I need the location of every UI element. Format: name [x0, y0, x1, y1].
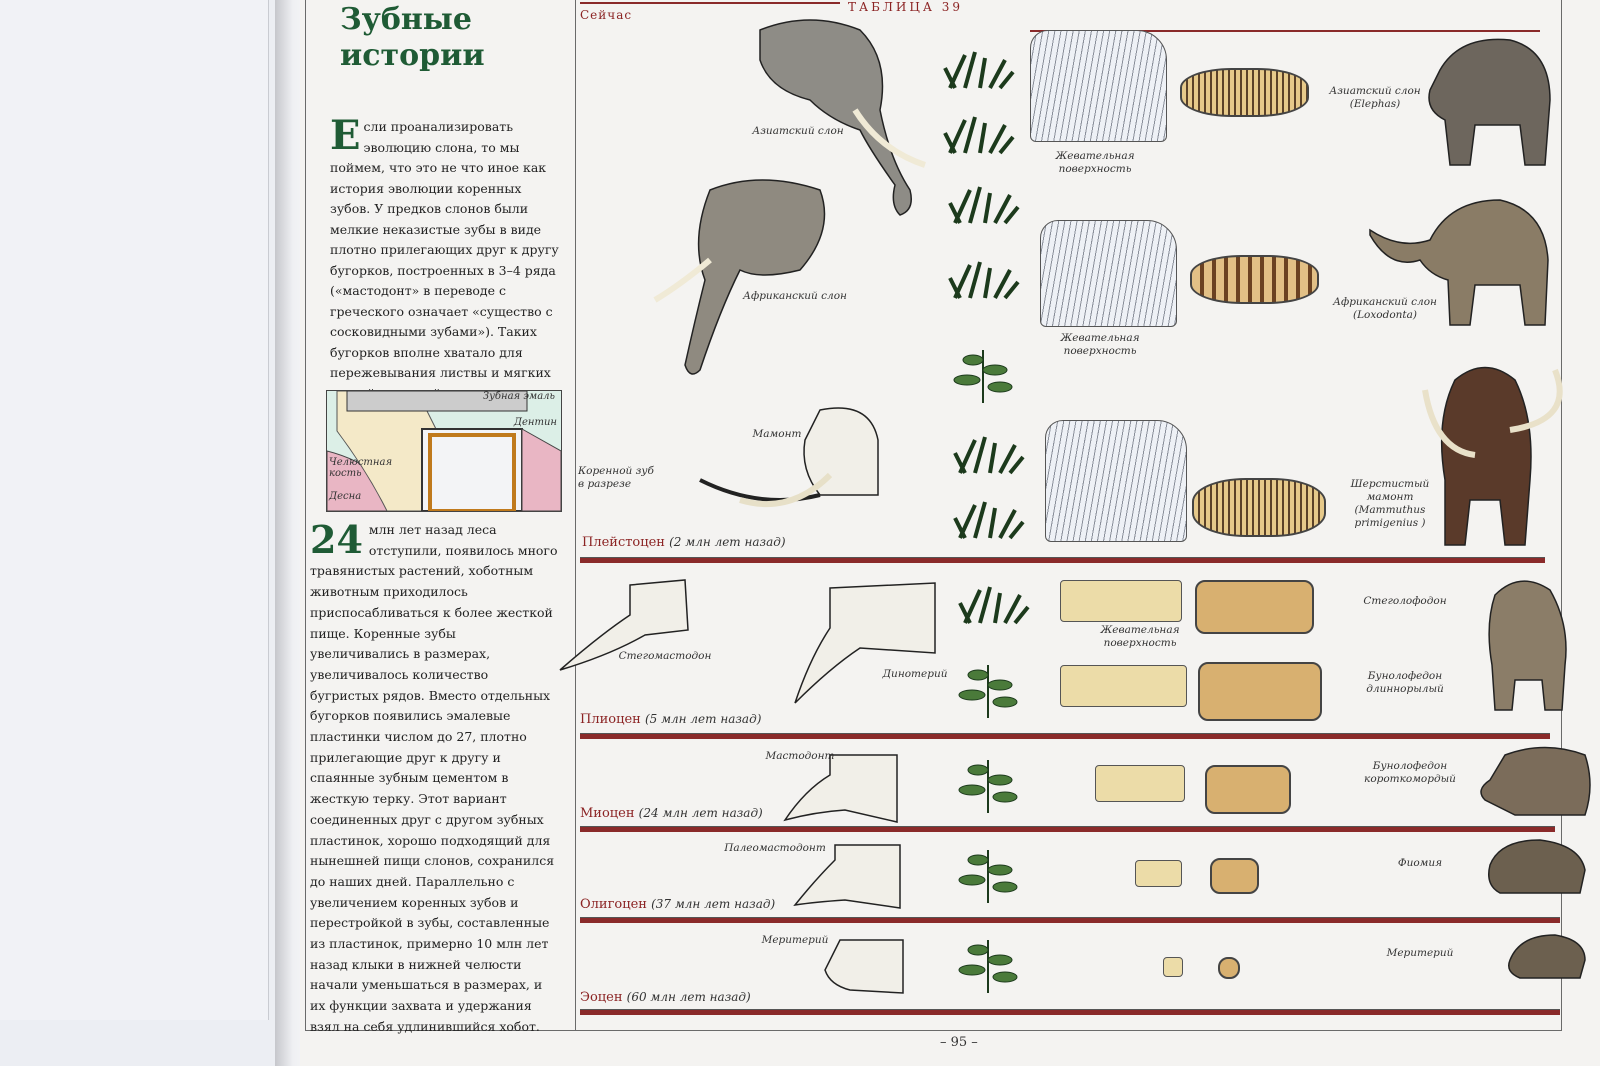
- eocene-rule: [580, 1009, 1560, 1015]
- african-molar-top-view: [1190, 255, 1319, 304]
- body-text: млн лет назад леса отступили, появилось много травянистых растений, хоботным животным приходилось приспосабливаться к более жесткой пище. Коренные зубы увеличивались в размерах, увеличивалось количество бугристых рядов. Вместо отдельных бугорков появились эмалевые пластинки числом до 27, плотно прилегающие друг к другу и спаянные зубным цементом в жесткую терку. Этот вариант соединенных друг с другом зубных пластинок, хорошо подходящий для нынешней пищи слонов, сохранился до наших дней. Параллельно с увеличением коренных зубов и перестройкой в зубы, составленные из пластинок, примерно 10 млн лет назад клыки в нижней челюсти начали уменьшаться в размерах, и их функции захвата и удержания взял на себя удлинившийся хобот.: [310, 522, 558, 1034]
- epoch-oligocene: [580, 897, 775, 912]
- asian-molar-top-view: [1180, 68, 1309, 117]
- phiomia-illustration: [1480, 835, 1590, 895]
- table-title: ТАБЛИЦА 39: [848, 0, 964, 14]
- chewing-surface-label: Жевательная поверхность: [1060, 332, 1140, 357]
- epoch-pliocene: [580, 712, 761, 727]
- moeritherium-molar-top: [1218, 957, 1240, 979]
- epoch-ago: (37 млн лет назад): [651, 897, 776, 911]
- stegolophodon-illustration: [1480, 575, 1575, 715]
- jaw-bone-label: Челюстная кость: [329, 457, 393, 479]
- mammoth-molar-top-view: [1192, 478, 1326, 537]
- chewing-surface-label: Жевательная поверхность: [1055, 150, 1135, 175]
- molar-section-illustration: [327, 391, 561, 511]
- gum-label: Десна: [329, 491, 362, 502]
- epoch-pleistocene: [582, 535, 786, 550]
- miocene-rule: [580, 826, 1555, 832]
- mastodon-label: Мастодонт: [765, 750, 835, 762]
- mammoth-head-label: Мамонт: [752, 428, 802, 440]
- epoch-name: Эоцен: [580, 990, 623, 1005]
- stegolophodon-molar-top: [1195, 580, 1314, 634]
- leafy-plant-icon: [950, 660, 1025, 720]
- pliocene-rule: [580, 733, 1550, 739]
- body-paragraph: [310, 517, 558, 1038]
- oligocene-rule: [580, 917, 1560, 923]
- epoch-ago: (5 млн лет назад): [644, 712, 762, 726]
- grass-icon: [945, 50, 1015, 90]
- now-label: Сейчас: [580, 8, 633, 22]
- mammoth-molar-side-view: [1045, 420, 1187, 542]
- epoch-name: Плейстоцен: [582, 535, 665, 550]
- stegomastodon-label: Стегомастодон: [618, 650, 712, 662]
- moeritherium-label: Меритерий: [1386, 947, 1454, 959]
- leafy-plant-icon: [950, 845, 1025, 905]
- column-divider: [575, 0, 576, 1030]
- left-page: [0, 0, 275, 1066]
- paleomastodon-molar-top: [1210, 858, 1259, 894]
- stegolophodon-label: Стеголофодон: [1363, 595, 1447, 607]
- dinotherium-skull-illustration: [790, 578, 940, 708]
- mastodon-molar-top: [1205, 765, 1291, 814]
- dinotherium-label: Динотерий: [882, 668, 948, 680]
- bunolophodon-molar-top: [1198, 662, 1322, 721]
- epoch-name: Олигоцен: [580, 897, 647, 912]
- paleomastodon-label: Палеомастодонт: [724, 842, 826, 854]
- paleomastodon-molar-side: [1135, 860, 1182, 887]
- epoch-name: Плиоцен: [580, 712, 641, 727]
- leafy-plant-icon: [950, 755, 1025, 815]
- bunolophodon-molar-side: [1060, 665, 1187, 707]
- intro-text: сли проанализировать эволюцию слона, то мы поймем, что это не что иное как история эволюции коренных зубов. У предков слонов были мелкие неказистые зубы в виде плотно прилегающих друг к другу бугорков, построенных в 3–4 ряда («мастодонт» в переводе с греческого означает «существо с сосковидными зубами»). Таких бугорков вполне хватало для пережевывания листвы и мягких: [330, 119, 559, 380]
- moeritherium-head-label: Меритерий: [761, 934, 829, 946]
- molar-section-label: Коренной зуб в разрезе: [578, 465, 654, 490]
- leafy-plant-icon: [950, 935, 1025, 995]
- epoch-ago: (60 млн лет назад): [626, 990, 751, 1004]
- page-title: Зубные истории: [340, 2, 485, 73]
- page-number: – 95 –: [940, 1035, 978, 1050]
- intro-paragraph: [330, 112, 562, 404]
- molar-section-diagram: [326, 390, 562, 512]
- epoch-miocene: [580, 806, 763, 821]
- grass-icon: [955, 500, 1025, 540]
- mammoth-skull-illustration: [700, 400, 885, 520]
- leafy-plant-icon: [945, 345, 1020, 405]
- epoch-eocene: [580, 990, 751, 1005]
- grass-icon: [950, 185, 1020, 225]
- mastodon-molar-side: [1095, 765, 1185, 802]
- phiomia-label: Фиомия: [1397, 857, 1443, 869]
- moeritherium-illustration: [1505, 930, 1590, 980]
- header-rule-left: [580, 2, 840, 4]
- asian-elephant-illustration: [1420, 30, 1555, 170]
- stegolophodon-molar-side: [1060, 580, 1182, 622]
- big-number: 24: [310, 517, 363, 562]
- bunolophodon-short-label: Бунолофедон короткомордый: [1364, 760, 1456, 785]
- epoch-name: Миоцен: [580, 806, 635, 821]
- grass-icon: [955, 435, 1025, 475]
- african-elephant-label: Африканский слон (Loxodonta): [1333, 296, 1437, 321]
- asian-molar-side-view: [1030, 30, 1167, 142]
- bunolophodon-short-illustration: [1475, 745, 1595, 820]
- bunolophodon-long-label: Бунолофедон длиннорылый: [1366, 670, 1444, 695]
- woolly-mammoth-label: Шерстистый мамонт (Mammuthus primigenius ): [1350, 478, 1430, 529]
- grass-icon: [950, 260, 1020, 300]
- epoch-ago: (24 млн лет назад): [638, 806, 763, 820]
- moeritherium-molar-side: [1163, 957, 1183, 977]
- moeritherium-skull-illustration: [825, 935, 905, 995]
- grass-icon: [945, 115, 1015, 155]
- epoch-ago: (2 млн лет назад): [669, 535, 786, 549]
- enamel-label: Зубная эмаль: [482, 391, 555, 402]
- blank-page: [0, 0, 269, 1020]
- asian-elephant-head-label: Азиатский слон: [752, 125, 844, 137]
- asian-elephant-label: Азиатский слон (Elephas): [1329, 85, 1421, 110]
- grass-icon: [960, 585, 1030, 625]
- pleistocene-rule: [580, 557, 1545, 563]
- african-molar-side-view: [1040, 220, 1177, 327]
- dentin-label: Дентин: [513, 417, 557, 428]
- drop-cap: Е: [330, 112, 361, 159]
- african-elephant-head-illustration: [650, 170, 850, 385]
- chewing-surface-label: Жевательная поверхность: [1100, 624, 1180, 649]
- african-elephant-head-label: Африканский слон: [743, 290, 847, 302]
